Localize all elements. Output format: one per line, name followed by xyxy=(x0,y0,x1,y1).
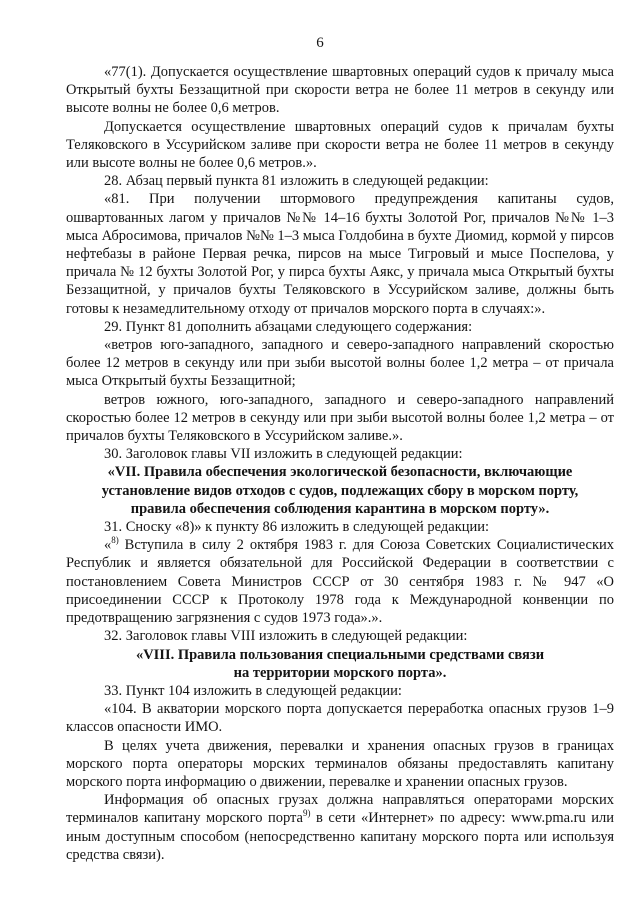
paragraph-item-32: 32. Заголовок главы VIII изложить в следующей редакции: xyxy=(104,628,468,645)
paragraph-item-29: 29. Пункт 81 дополнить абзацами следующего содержания: xyxy=(104,318,473,335)
paragraph-item-31: 31. Сноску «8)» к пункту 86 изложить в следующей редакции: xyxy=(104,519,490,536)
document-body xyxy=(66,63,614,864)
heading-viii-line-1: «VIII. Правила пользования специальными средствами связи xyxy=(135,646,545,663)
footnote-open-quote: « xyxy=(104,537,112,554)
paragraph-77-1: «77(1). Допускается осуществление швартовных операций судов к причалу мыса Открытый бухты Беззащитной при скорости ветра не более 11 метров в секунду или высоте волны не более 0,6 метров. xyxy=(66,64,614,117)
info-text-after: в сети «Интернет» по адресу: www.pma.ru или иным доступным способом (непосредственно капитану морского порта или используя средства связи). xyxy=(66,810,614,863)
heading-vii-line-2: установление видов отходов с судов, подлежащих сбору в морском порту, xyxy=(101,482,579,499)
footnote-8-text: Вступила в силу 2 октября 1983 г. для Союза Советских Социалистических Республик и является обязательной для Российской Федерации в соответствии с постановлением Совета Министров СССР от 30 сентября 1983 г. № 947 «О присоединении СССР к Протоколу 1978 года к Международной конвенции по предотвращению загрязнения с судов 1973 года».». xyxy=(66,537,614,627)
heading-vii-line-3: правила обеспечения соблюдения карантина в морском порту». xyxy=(130,500,550,517)
paragraph-104-information xyxy=(66,791,614,864)
paragraph-104-tracking: В целях учета движения, перевалки и хранения опасных грузов в границах морского порта операторы морских терминалов обязаны предоставлять капитану морского порта информацию о движении, перевалке и хранении опасных грузов. xyxy=(66,737,614,790)
footnote-marker-9: 9) xyxy=(302,808,311,819)
heading-chapter-vii xyxy=(66,463,614,518)
heading-chapter-viii xyxy=(66,646,614,682)
paragraph-item-33: 33. Пункт 104 изложить в следующей редакции: xyxy=(104,682,402,699)
paragraph-winds-southwest: «ветров юго-западного, западного и северо-западного направлений скоростью более 12 метров в секунду или при зыби высотой волны более 1,2 метра – от причала мыса Открытый бухты Беззащитной; xyxy=(66,337,614,390)
paragraph-winds-south: ветров южного, юго-западного, западного и северо-западного направлений скоростью более 12 метров в секунду или при зыби высотой волны более 1,2 метра – от причалов бухты Теляковского в Уссурийском заливе.». xyxy=(66,391,614,445)
paragraph-77-1-second: Допускается осуществление швартовных операций судов к причалам бухты Теляковского в Уссурийском заливе при скорости ветра не более 11 метров в секунду или высоте волны не более 0,6 метров.». xyxy=(66,118,614,172)
info-text-before: Информация об опасных грузах должна направляться операторами морских терминалов капитану морского порта xyxy=(66,792,614,827)
paragraph-104: «104. В акватории морского порта допускается переработка опасных грузов 1–9 классов опасности ИМО. xyxy=(66,701,614,736)
paragraph-item-30: 30. Заголовок главы VII изложить в следующей редакции: xyxy=(104,446,463,463)
footnote-8-paragraph xyxy=(66,536,614,627)
heading-viii-line-2: на территории морского порта». xyxy=(233,664,447,681)
page-number: 6 xyxy=(316,35,324,51)
heading-vii-line-1: «VII. Правила обеспечения экологической безопасности, включающие xyxy=(107,464,573,481)
paragraph-81: «81. При получении штормового предупреждения капитаны судов, ошвартованных лагом у причалов №№ 14–16 бухты Золотой Рог, причалов №№ 1–3 мыса Абросимова, причалов №№ 1–3 мыса Голдобина в бухте Диомид, кормой у пирсов нефтебазы в районе Первая речка, пирсов на мысе Тигровый и мысе Поспелова, у причала № 12 бухты Золотой Рог, у пирса бухты Аякс, у причала мыса Открытый бухты Беззащитной, у причалов бухты Теляковского в Уссурийском заливе, должны быть готовы к незамедлительному отходу от причалов морского порта в случаях:». xyxy=(66,191,614,317)
paragraph-item-28: 28. Абзац первый пункта 81 изложить в следующей редакции: xyxy=(104,173,489,190)
footnote-marker-8: 8) xyxy=(111,535,119,546)
